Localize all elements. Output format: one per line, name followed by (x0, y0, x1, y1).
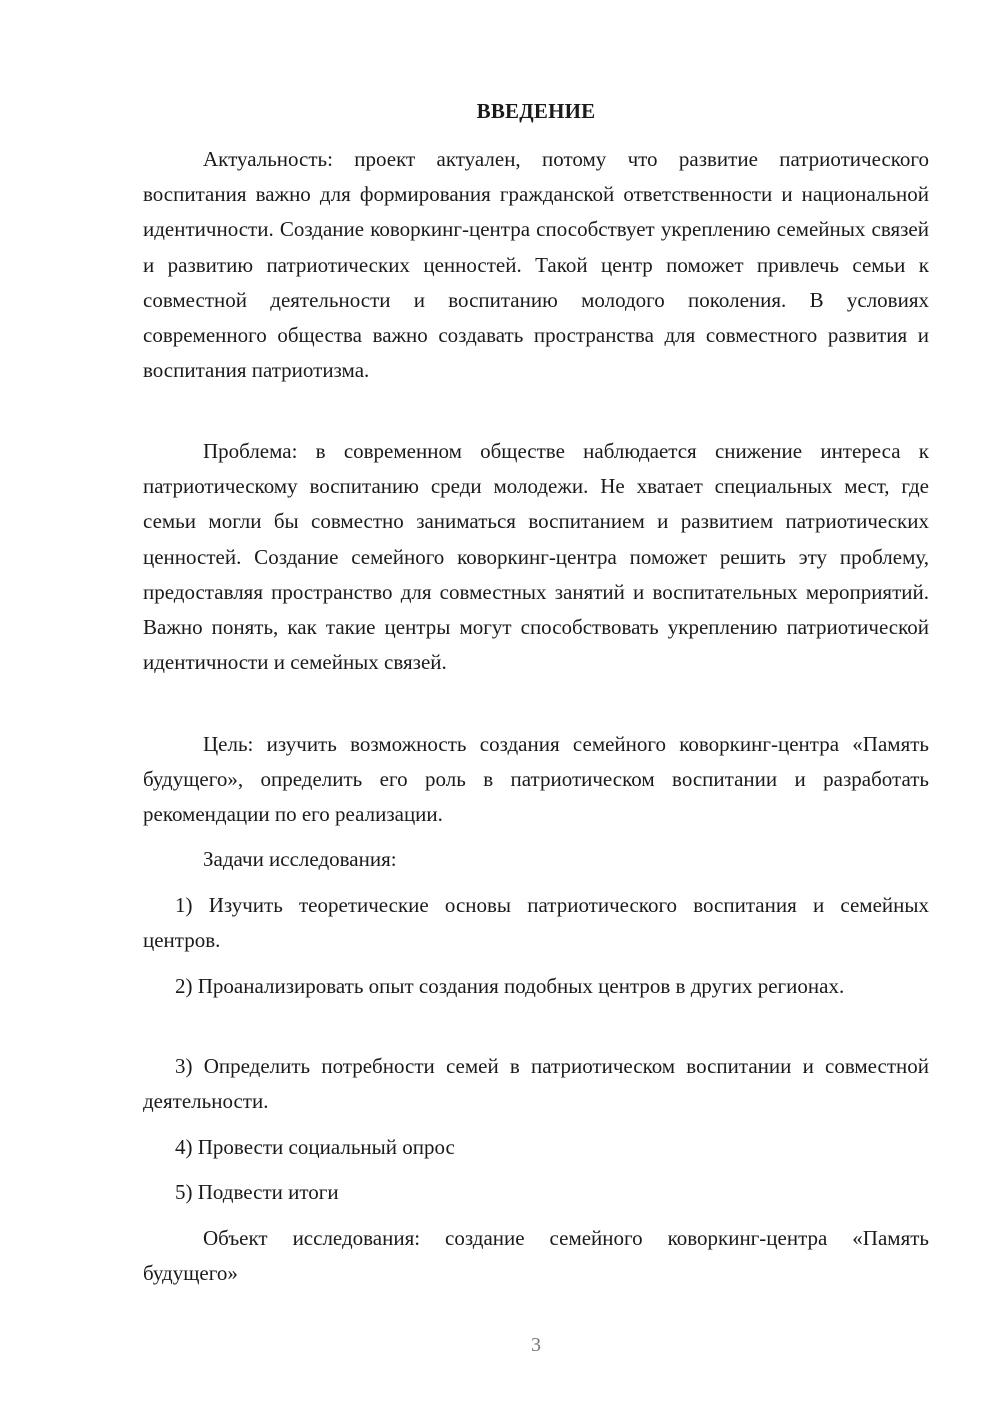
object-paragraph: Объект исследования: создание семейного коворкинг-центра «Память будущего» (143, 1226, 929, 1286)
goal-paragraph: Цель: изучить возможность создания семейного коворкинг-центра «Память будущего», определить его роль в патриотическом воспитании и разработать рекомендации по его реализации. (143, 732, 929, 827)
task-item-2: 2) Проанализировать опыт создания подобных центров в других регионах. (175, 974, 845, 998)
tasks-title: Задачи исследования: (203, 847, 397, 871)
task-item-1: 1) Изучить теоретические основы патриотического воспитания и семейных центров. (143, 893, 929, 953)
task-item-3: 3) Определить потребности семей в патриотическом воспитании и совместной деятельности. (143, 1054, 929, 1114)
task-item-4: 4) Провести социальный опрос (175, 1135, 455, 1159)
section-heading: ВВЕДЕНИЕ (476, 99, 596, 123)
task-item-5: 5) Подвести итоги (175, 1180, 339, 1204)
page-number: 3 (531, 1334, 541, 1356)
problem-paragraph: Проблема: в современном обществе наблюдается снижение интереса к патриотическому воспитанию среди молодежи. Не хватает специальных мест, где семьи могли бы совместно заниматься воспитанием и развитием патриотических ценностей. Создание семейного коворкинг-центра поможет решить эту проблему, предоставляя пространство для совместных занятий и воспитательных мероприятий. Важно понять, как такие центры могут способствовать укреплению патриотической идентичности и семейных связей. (143, 439, 929, 675)
relevance-paragraph: Актуальность: проект актуален, потому что развитие патриотического воспитания важно для формирования гражданской ответственности и национальной идентичности. Создание коворкинг-центра способствует укреплению семейных связей и развитию патриотических ценностей. Такой центр поможет привлечь семьи к совместной деятельности и воспитанию молодого поколения. В условиях современного общества важно создавать пространства для совместного развития и воспитания патриотизма. (143, 147, 929, 383)
